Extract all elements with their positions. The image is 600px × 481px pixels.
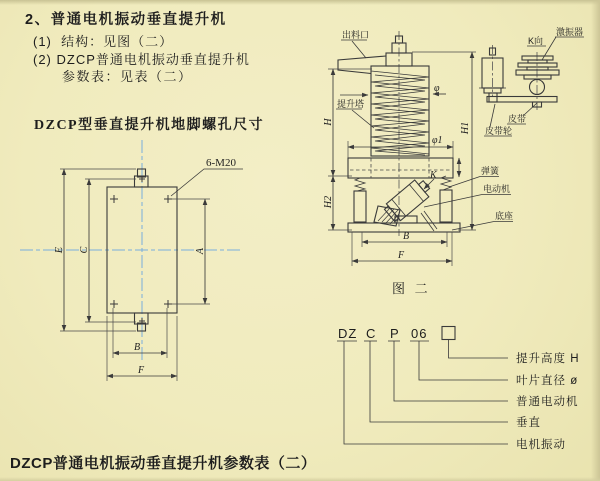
section-heading: 2、普通电机振动垂直提升机 [25,12,227,28]
k-view-label: K向 [528,36,544,46]
model-seg-p: P [390,326,400,341]
callout-line-vertical [370,341,508,422]
dim-phi1-label: φ1 [432,135,443,146]
dim-H2-label: H2 [323,195,334,209]
asm-dim-B-label: B [402,231,410,242]
model-seg-06: 06 [411,326,428,341]
list-item-parameters: (2) DZCP普通电机振动垂直提升机 [33,52,250,67]
dim-A-label: A [195,247,206,255]
dim-F-label: F [137,365,145,376]
list-item-parameters-cont: 参数表：见表（二） [62,69,193,84]
meaning-diameter: 叶片直径 ø [516,375,579,387]
outlet-label: 出料口 [342,30,370,40]
exciter-label: 激振器 [556,27,584,37]
meaning-height: 提升高度 H [516,353,580,365]
pulley-leader [490,104,495,127]
bolt-hole-top-left [110,195,118,203]
spring-right-support [440,190,452,222]
callout-line-vibration [344,341,508,444]
callout-line-height [449,340,509,359]
discharge-chute [338,56,386,74]
base-label: 底座 [495,211,514,221]
belt-leader [524,103,537,115]
callout-line-diameter [419,341,508,380]
kview-motor-pulley [489,93,497,102]
bolt-spec-leader-line [171,169,243,196]
page-edge-shadow-right [591,0,600,481]
bolt-spec-label: 6-M20 [206,157,236,169]
dim-H1-label: H1 [460,121,471,135]
exciter-plate-1 [522,56,553,60]
top-boss-outer [135,176,149,187]
dim-H-label: H [323,118,334,126]
outlet-leader-line [352,41,366,58]
motor-body-line2 [409,185,423,202]
motor-label: 电动机 [483,184,511,194]
meaning-motor: 普通电动机 [516,396,579,408]
anchor-bolt-plan-drawing [15,135,255,400]
bolt-hole-bottom-right [164,300,172,308]
list-item-structure: (1) 结构：见图（二） [33,34,174,49]
dim-phi-label: φ [434,83,440,94]
motor-leader [424,195,482,208]
spring-label: 弹簧 [481,166,500,176]
spring-leader [449,177,480,188]
pulley-label: 皮带轮 [485,126,513,136]
model-seg-c: C [366,326,377,341]
dim-E-label: E [54,246,65,254]
page-edge-shadow-top [0,0,600,5]
bolt-hole-top-right [164,195,172,203]
bolt-hole-bottom-left [110,300,118,308]
k-view-group [479,45,559,110]
exciter-plate-6 [524,75,551,79]
vibration-motor-group [383,176,434,224]
k-direction-label: K [430,170,437,181]
page-edge-shadow-bottom [0,477,600,481]
callout-line-motor [394,341,508,401]
dim-B-label: B [133,342,141,353]
asm-dim-F-label: F [397,250,405,261]
meaning-vibration: 电机振动 [516,439,566,451]
vibrating-platform [348,158,453,178]
belt-label: 皮带 [508,114,527,124]
dim-C-label: C [79,246,90,254]
exciter-plate-3 [518,63,557,67]
tower-label: 提升塔 [337,99,365,109]
spring-left [355,178,365,191]
table-title: DZCP普通电机振动垂直提升机参数表（二） [10,455,317,472]
anchor-plan-title: DZCP型垂直提升机地脚螺孔尺寸 [34,118,265,133]
machine-assembly-drawing [325,25,590,305]
spring-left-support [354,191,366,222]
model-seg-dz: DZ [338,326,358,341]
exciter-plate-5 [516,70,559,75]
model-placeholder-box [442,327,455,340]
motor-shaft-hub [419,181,430,193]
model-designation-diagram [330,315,590,460]
meaning-vertical: 垂直 [516,417,541,429]
figure-caption: 图 二 [392,281,431,296]
bottom-boss-outer [135,313,149,324]
